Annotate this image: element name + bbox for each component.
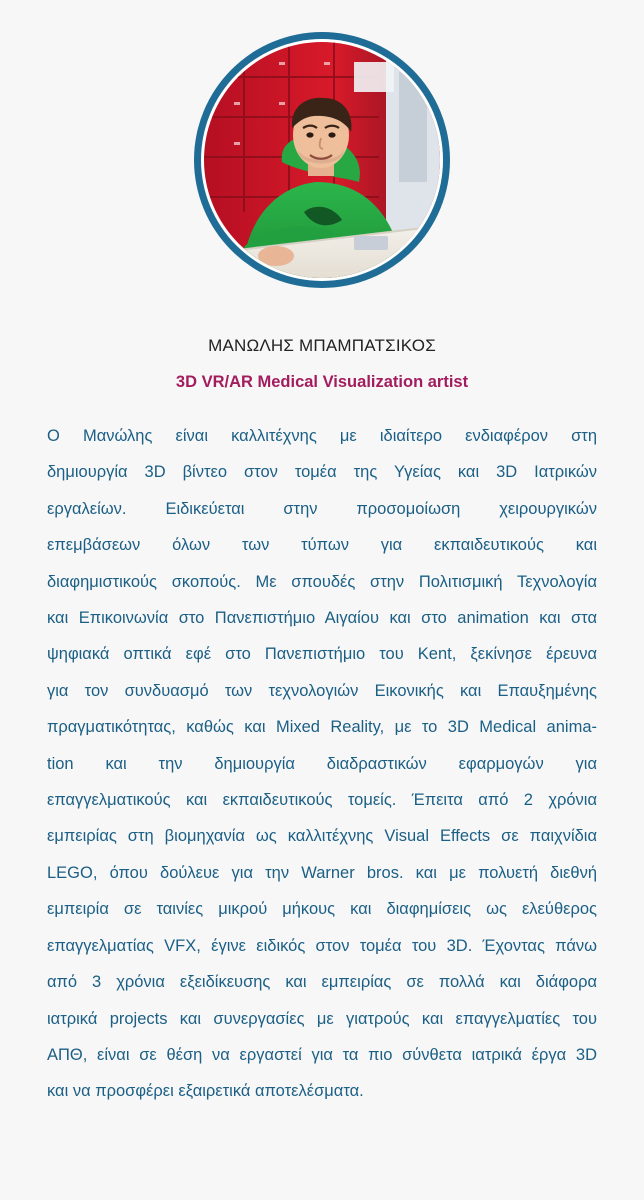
- bio-line: επαγγελματικούς και εκπαιδευτικούς τομείς. Έπειτα από 2 χρόνια: [47, 791, 597, 810]
- bio-line: tion και την δημιουργία διαδραστικών εφαρμογών για: [47, 754, 597, 773]
- bio-line: εμπειρία σε ταινίες μικρού μήκους και διαφημίσεις ως ελεύθερος: [47, 900, 597, 919]
- bio-line: ψηφιακά οπτικά εφέ στο Πανεπιστήμιο του Kent, ξεκίνησε έρευνα: [47, 645, 597, 664]
- bio-line: ΑΠΘ, είναι σε θέση να εργαστεί για τα πιο σύνθετα ιατρικά έργα 3D: [47, 1045, 597, 1064]
- bio-line: και Επικοινωνία στο Πανεπιστήμιο Αιγαίου και στο animation και στα: [47, 609, 597, 628]
- member-bio: [47, 418, 597, 1110]
- member-role: 3D VR/AR Medical Visualization artist: [175, 373, 469, 391]
- bio-line: επαγγελματίας VFX, έγινε ειδικός στον τομέα του 3D. Έχοντας πάνω: [47, 936, 597, 955]
- bio-line: εμπειρίας στη βιομηχανία ως καλλιτέχνης Visual Effects σε παιχνίδια: [47, 827, 597, 846]
- bio-line: LEGO, όπου δούλευε για την Warner bros. και με πολυετή διεθνή: [47, 863, 597, 882]
- bio-line: επεμβάσεων όλων των τύπων για εκπαιδευτικούς και: [47, 536, 597, 555]
- bio-line: διαφημιστικούς σκοπούς. Με σπουδές στην Πολιτισμική Τεχνολογία: [47, 572, 597, 591]
- bio-line: και να προσφέρει εξαιρετικά αποτελέσματα.: [47, 1082, 364, 1101]
- portrait-photo: [204, 42, 440, 278]
- avatar: [194, 32, 450, 288]
- bio-line: δημιουργία 3D βίντεο στον τομέα της Υγείας και 3D Ιατρικών: [47, 463, 597, 482]
- bio-line: από 3 χρόνια εξειδίκευσης και εμπειρίας σε πολλά και διάφορα: [47, 973, 597, 992]
- member-name: ΜΑΝΩΛΗΣ ΜΠΑΜΠΑΤΣΙΚΟΣ: [208, 336, 436, 355]
- bio-line: Ο Μανώλης είναι καλλιτέχνης με ιδιαίτερο ενδιαφέρον στη: [47, 427, 597, 445]
- bio-line: πραγματικότητας, καθώς και Mixed Reality, με το 3D Medical anima-: [47, 718, 597, 737]
- avatar-frame: [201, 39, 443, 281]
- bio-line: εργαλείων. Ειδικεύεται στην προσομοίωση χειρουργικών: [47, 499, 597, 518]
- bio-line: για τον συνδυασμό των τεχνολογιών Εικονικής και Επαυξημένης: [47, 681, 597, 700]
- bio-line: ιατρικά projects και συνεργασίες με γιατρούς και επαγγελματίες του: [47, 1009, 597, 1028]
